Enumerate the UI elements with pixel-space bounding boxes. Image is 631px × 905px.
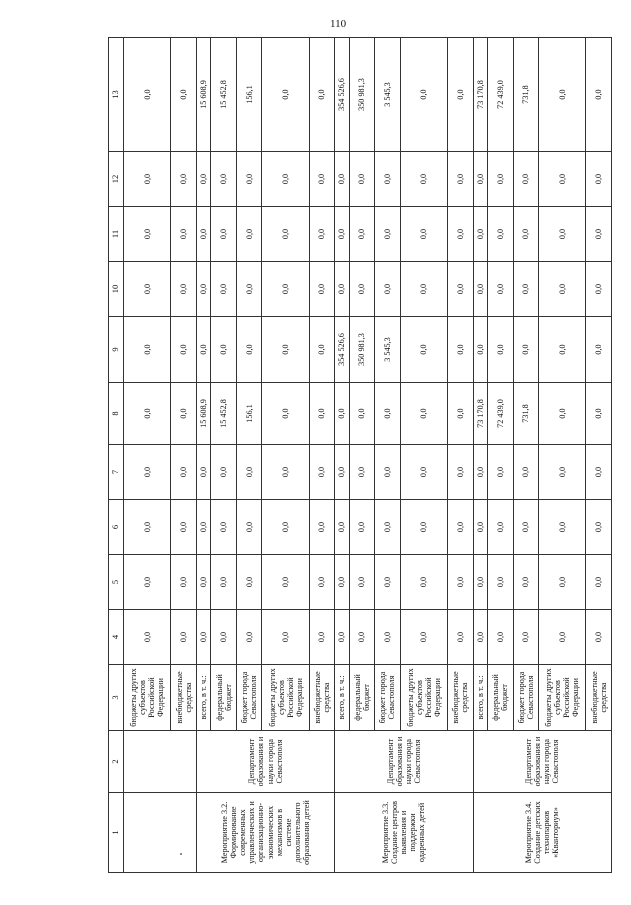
value-cell: 0,0: [171, 610, 196, 665]
value-cell: 0,0: [448, 262, 473, 317]
value-cell: 0,0: [124, 207, 171, 262]
value-cell: 0,0: [473, 610, 488, 665]
funding-source-cell: бюджет города Севастополя: [513, 665, 538, 731]
value-cell: 0,0: [196, 317, 211, 383]
value-cell: 0,0: [488, 500, 513, 555]
value-cell: 0,0: [262, 610, 309, 665]
value-cell: 0,0: [473, 445, 488, 500]
funding-source-cell: бюджеты других субъектов Российской Федерации: [539, 665, 586, 731]
value-cell: 0,0: [586, 500, 612, 555]
value-cell: 0,0: [513, 445, 538, 500]
value-cell: 0,0: [309, 152, 334, 207]
value-cell: 350 981,3: [349, 317, 374, 383]
value-cell: 0,0: [513, 500, 538, 555]
value-cell: 0,0: [539, 610, 586, 665]
value-cell: 0,0: [473, 555, 488, 610]
value-cell: 0,0: [513, 317, 538, 383]
value-cell: 0,0: [309, 383, 334, 445]
value-cell: 0,0: [171, 207, 196, 262]
value-cell: 0,0: [375, 610, 400, 665]
value-cell: 0,0: [349, 555, 374, 610]
value-cell: 15 452,8: [211, 38, 236, 152]
column-number: 6: [109, 500, 124, 555]
value-cell: 0,0: [236, 555, 261, 610]
column-number: 13: [109, 38, 124, 152]
value-cell: 0,0: [448, 38, 473, 152]
value-cell: 0,0: [448, 555, 473, 610]
value-cell: 0,0: [171, 38, 196, 152]
value-cell: 0,0: [211, 500, 236, 555]
column-number: 5: [109, 555, 124, 610]
value-cell: 0,0: [586, 262, 612, 317]
value-cell: 0,0: [586, 383, 612, 445]
value-cell: 0,0: [539, 152, 586, 207]
funding-source-cell: внебюджетные средства: [171, 665, 196, 731]
executor-cell: Департамент образования и науки города Севастополя: [196, 731, 334, 793]
value-cell: 0,0: [488, 207, 513, 262]
value-cell: 0,0: [586, 38, 612, 152]
value-cell: 0,0: [349, 207, 374, 262]
value-cell: 0,0: [196, 610, 211, 665]
column-number: 2: [109, 731, 124, 793]
value-cell: 0,0: [236, 500, 261, 555]
column-number: 10: [109, 262, 124, 317]
value-cell: 0,0: [196, 445, 211, 500]
value-cell: 0,0: [262, 38, 309, 152]
value-cell: 0,0: [513, 262, 538, 317]
value-cell: 0,0: [309, 207, 334, 262]
value-cell: 0,0: [473, 262, 488, 317]
funding-source-cell: бюджеты других субъектов Российской Федерации: [400, 665, 447, 731]
value-cell: 156,1: [236, 38, 261, 152]
value-cell: 0,0: [262, 500, 309, 555]
value-cell: 0,0: [539, 38, 586, 152]
executor-cell: [124, 731, 197, 793]
value-cell: 0,0: [211, 317, 236, 383]
value-cell: 0,0: [400, 207, 447, 262]
value-cell: 0,0: [211, 207, 236, 262]
value-cell: 0,0: [513, 555, 538, 610]
value-cell: 0,0: [309, 500, 334, 555]
measure-name-cell: Мероприятие 3.3. Создание центров выявления и поддержки одаренных детей: [335, 793, 473, 873]
value-cell: 350 981,3: [349, 38, 374, 152]
measure-name-cell: [124, 793, 197, 873]
value-cell: 0,0: [448, 152, 473, 207]
value-cell: 0,0: [309, 445, 334, 500]
value-cell: 0,0: [124, 152, 171, 207]
value-cell: 0,0: [586, 445, 612, 500]
value-cell: 0,0: [171, 383, 196, 445]
value-cell: 0,0: [309, 555, 334, 610]
funding-source-cell: внебюджетные средства: [448, 665, 473, 731]
value-cell: 0,0: [586, 555, 612, 610]
value-cell: 0,0: [539, 445, 586, 500]
value-cell: 0,0: [236, 207, 261, 262]
value-cell: 0,0: [539, 317, 586, 383]
value-cell: 72 439,0: [488, 383, 513, 445]
column-number: 12: [109, 152, 124, 207]
value-cell: 0,0: [309, 38, 334, 152]
value-cell: 0,0: [448, 500, 473, 555]
value-cell: 0,0: [262, 383, 309, 445]
funding-source-cell: федеральный бюджет: [349, 665, 374, 731]
value-cell: 0,0: [488, 317, 513, 383]
value-cell: 0,0: [236, 610, 261, 665]
funding-source-cell: бюджеты других субъектов Российской Федерации: [124, 665, 171, 731]
value-cell: 0,0: [375, 500, 400, 555]
funding-source-cell: бюджеты других субъектов Российской Федерации: [262, 665, 309, 731]
funding-table: [108, 37, 612, 873]
value-cell: 0,0: [400, 152, 447, 207]
value-cell: 0,0: [124, 445, 171, 500]
column-number: 4: [109, 610, 124, 665]
value-cell: 0,0: [349, 262, 374, 317]
value-cell: 0,0: [335, 555, 350, 610]
value-cell: 0,0: [375, 383, 400, 445]
value-cell: 3 545,3: [375, 317, 400, 383]
value-cell: 0,0: [375, 152, 400, 207]
value-cell: 0,0: [539, 207, 586, 262]
measure-name-cell: Мероприятие 3.2. Формирование современных управленческих и организационно-экономических механизмов в системе дополнительного образования детей: [196, 793, 334, 873]
funding-source-cell: бюджет города Севастополя: [236, 665, 261, 731]
value-cell: 0,0: [488, 555, 513, 610]
column-number: 3: [109, 665, 124, 731]
value-cell: 354 526,6: [335, 317, 350, 383]
value-cell: 354 526,6: [335, 38, 350, 152]
value-cell: 73 170,8: [473, 38, 488, 152]
table-row: [335, 38, 350, 873]
value-cell: 0,0: [400, 445, 447, 500]
value-cell: 15 608,9: [196, 383, 211, 445]
funding-source-cell: всего, в т. ч.:: [473, 665, 488, 731]
page-number: 110: [330, 18, 347, 30]
value-cell: 0,0: [375, 445, 400, 500]
value-cell: 0,0: [400, 383, 447, 445]
value-cell: 0,0: [171, 317, 196, 383]
value-cell: 0,0: [375, 262, 400, 317]
value-cell: 0,0: [488, 445, 513, 500]
column-number: 1: [109, 793, 124, 873]
value-cell: 0,0: [236, 262, 261, 317]
value-cell: 0,0: [488, 152, 513, 207]
value-cell: 0,0: [448, 610, 473, 665]
executor-cell: Департамент образования и науки города Севастополя: [473, 731, 611, 793]
value-cell: 0,0: [335, 610, 350, 665]
value-cell: 15 608,9: [196, 38, 211, 152]
column-number: 7: [109, 445, 124, 500]
value-cell: 0,0: [349, 383, 374, 445]
funding-source-cell: федеральный бюджет: [211, 665, 236, 731]
value-cell: 0,0: [448, 383, 473, 445]
value-cell: 0,0: [513, 610, 538, 665]
table-row: [124, 38, 171, 873]
value-cell: 0,0: [124, 38, 171, 152]
column-number: 8: [109, 383, 124, 445]
value-cell: 0,0: [448, 317, 473, 383]
value-cell: 0,0: [586, 207, 612, 262]
funding-source-cell: всего, в т. ч.:: [335, 665, 350, 731]
value-cell: 0,0: [400, 610, 447, 665]
value-cell: 0,0: [309, 317, 334, 383]
value-cell: 0,0: [211, 445, 236, 500]
value-cell: 0,0: [586, 317, 612, 383]
value-cell: 0,0: [375, 555, 400, 610]
value-cell: 0,0: [400, 500, 447, 555]
column-number: 11: [109, 207, 124, 262]
executor-cell: Департамент образования и науки города Севастополя: [335, 731, 473, 793]
value-cell: 0,0: [262, 317, 309, 383]
value-cell: 731,8: [513, 38, 538, 152]
value-cell: 15 452,8: [211, 383, 236, 445]
value-cell: 0,0: [400, 262, 447, 317]
value-cell: 0,0: [262, 152, 309, 207]
value-cell: 0,0: [196, 207, 211, 262]
column-number: 9: [109, 317, 124, 383]
value-cell: 156,1: [236, 383, 261, 445]
value-cell: 0,0: [335, 262, 350, 317]
value-cell: 0,0: [236, 317, 261, 383]
value-cell: 0,0: [262, 207, 309, 262]
value-cell: 0,0: [473, 152, 488, 207]
value-cell: 0,0: [586, 610, 612, 665]
value-cell: 0,0: [539, 262, 586, 317]
value-cell: 72 439,0: [488, 38, 513, 152]
value-cell: 0,0: [335, 152, 350, 207]
value-cell: 0,0: [400, 38, 447, 152]
value-cell: 0,0: [473, 500, 488, 555]
value-cell: 73 170,8: [473, 383, 488, 445]
value-cell: 0,0: [488, 610, 513, 665]
value-cell: 0,0: [124, 317, 171, 383]
value-cell: 0,0: [539, 555, 586, 610]
value-cell: 3 545,3: [375, 38, 400, 152]
value-cell: 0,0: [349, 445, 374, 500]
value-cell: 0,0: [124, 555, 171, 610]
value-cell: 0,0: [262, 445, 309, 500]
value-cell: 0,0: [349, 610, 374, 665]
value-cell: 0,0: [211, 152, 236, 207]
value-cell: 0,0: [236, 152, 261, 207]
value-cell: 0,0: [124, 500, 171, 555]
value-cell: 0,0: [473, 207, 488, 262]
funding-source-cell: федеральный бюджет: [488, 665, 513, 731]
value-cell: 0,0: [375, 207, 400, 262]
value-cell: 0,0: [124, 383, 171, 445]
value-cell: 0,0: [586, 152, 612, 207]
value-cell: 0,0: [171, 152, 196, 207]
value-cell: 0,0: [196, 262, 211, 317]
value-cell: 0,0: [211, 610, 236, 665]
column-number-row: [109, 38, 124, 873]
value-cell: 0,0: [196, 500, 211, 555]
value-cell: 0,0: [171, 445, 196, 500]
value-cell: 0,0: [473, 317, 488, 383]
funding-source-cell: всего, в т. ч.:: [196, 665, 211, 731]
rotated-table-container: [108, 38, 612, 873]
value-cell: 0,0: [124, 262, 171, 317]
funding-source-cell: внебюджетные средства: [586, 665, 612, 731]
value-cell: 0,0: [211, 555, 236, 610]
value-cell: 0,0: [349, 152, 374, 207]
value-cell: 0,0: [171, 555, 196, 610]
value-cell: 0,0: [236, 445, 261, 500]
value-cell: 0,0: [211, 262, 236, 317]
value-cell: 0,0: [335, 207, 350, 262]
value-cell: 0,0: [513, 152, 538, 207]
value-cell: 0,0: [513, 207, 538, 262]
value-cell: 731,8: [513, 383, 538, 445]
measure-name-cell: Мероприятие 3.4. Создание детских технопарков «Кванториум»: [473, 793, 611, 873]
value-cell: 0,0: [309, 262, 334, 317]
value-cell: 0,0: [400, 317, 447, 383]
value-cell: 0,0: [335, 445, 350, 500]
value-cell: 0,0: [262, 555, 309, 610]
table-row: [473, 38, 488, 873]
value-cell: 0,0: [335, 500, 350, 555]
value-cell: 0,0: [262, 262, 309, 317]
value-cell: 0,0: [400, 555, 447, 610]
value-cell: 0,0: [124, 610, 171, 665]
value-cell: 0,0: [309, 610, 334, 665]
value-cell: 0,0: [448, 445, 473, 500]
table-row: [196, 38, 211, 873]
value-cell: 0,0: [171, 500, 196, 555]
value-cell: 0,0: [335, 383, 350, 445]
value-cell: 0,0: [196, 152, 211, 207]
value-cell: 0,0: [196, 555, 211, 610]
value-cell: 0,0: [539, 383, 586, 445]
funding-source-cell: бюджет города Севастополя: [375, 665, 400, 731]
value-cell: 0,0: [349, 500, 374, 555]
value-cell: 0,0: [539, 500, 586, 555]
value-cell: 0,0: [448, 207, 473, 262]
table-body: [124, 38, 612, 873]
value-cell: 0,0: [488, 262, 513, 317]
value-cell: 0,0: [171, 262, 196, 317]
funding-source-cell: внебюджетные средства: [309, 665, 334, 731]
